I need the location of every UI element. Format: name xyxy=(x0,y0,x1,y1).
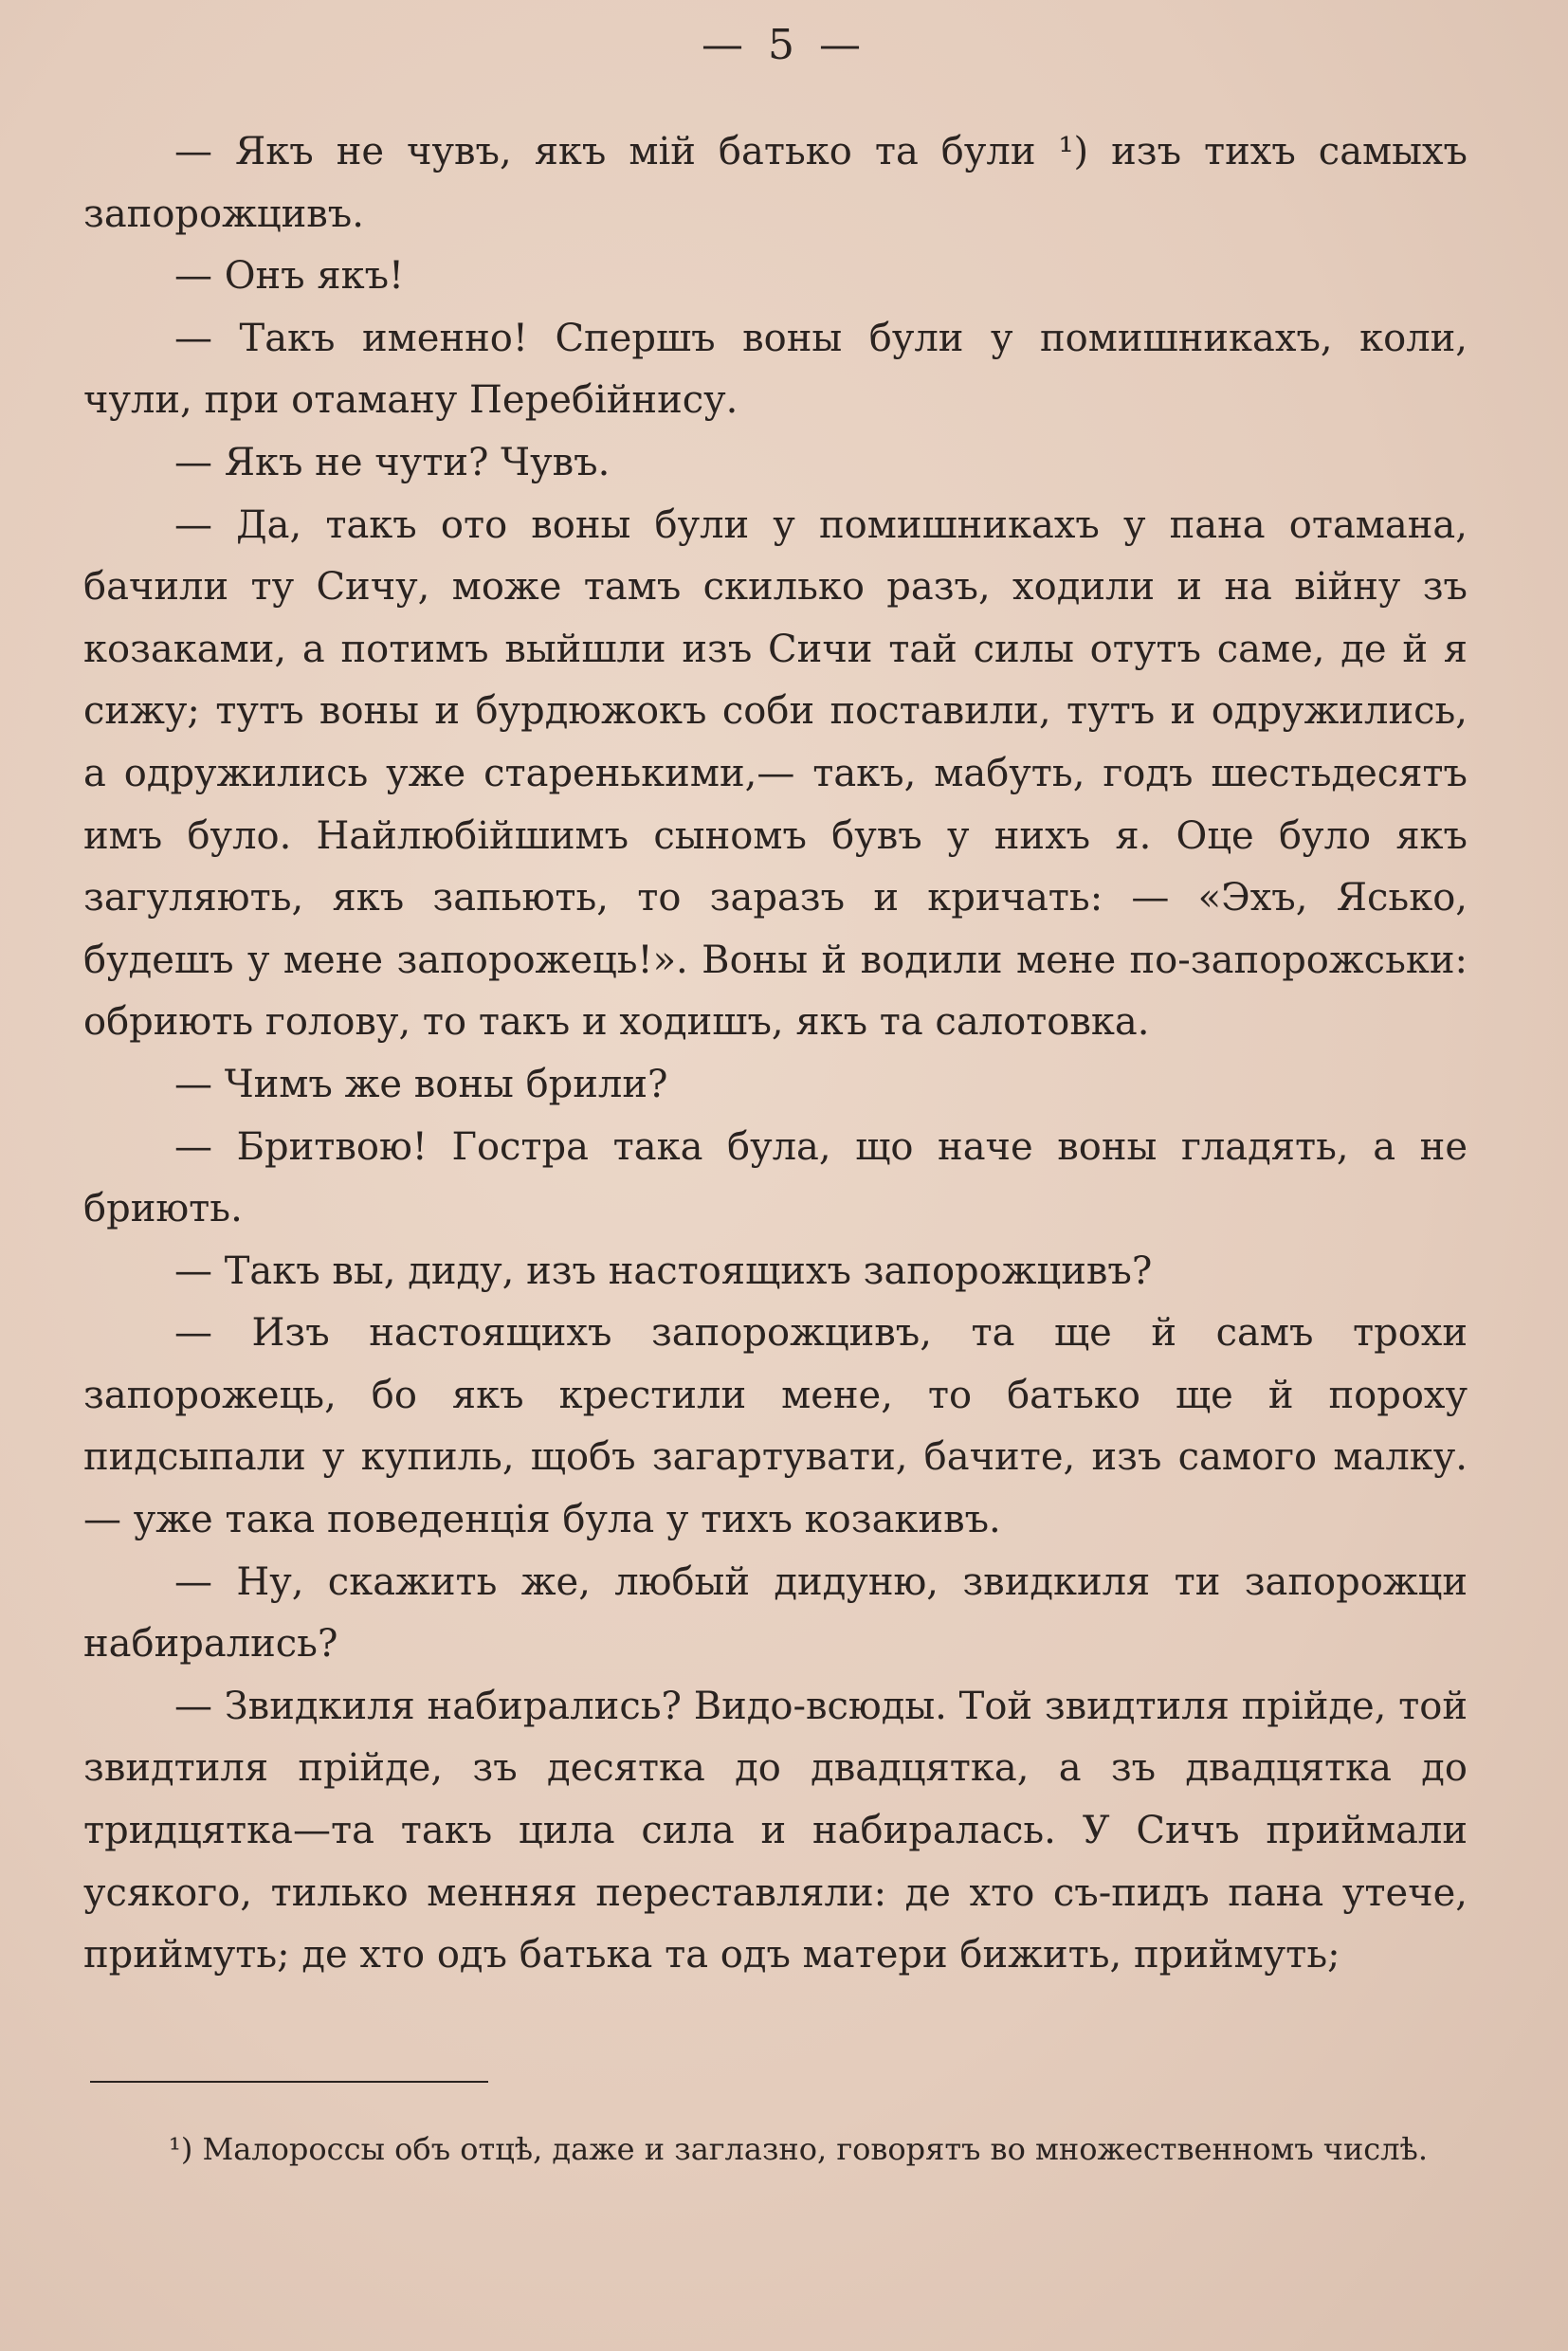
main-text xyxy=(83,121,1468,1987)
paragraph: — Чимъ же воны брили? xyxy=(174,1062,668,1106)
paragraph: — Такъ вы, диду, изъ настоящихъ запорожцивъ? xyxy=(174,1248,1153,1293)
footnote-divider xyxy=(90,2081,488,2083)
footnote: ¹) Малороссы объ отцѣ, даже и заглазно, говорятъ во множественномъ числѣ. xyxy=(169,2131,1428,2167)
page-number: — 5 — xyxy=(702,21,866,69)
paragraph: — Да, такъ ото воны були у помишникахъ у пана отамана, бачили ту Сичу, може тамъ скилько разъ, ходили и на війну зъ козаками, а потимъ выйшли изъ Сичи тай силы отутъ саме, де й я сижу; тутъ воны и бурдюжокъ соби поставили, тутъ и одружились, а одружились уже старенькими,— такъ, мабуть, годъ шестьдесятъ имъ було. Найлюбійшимъ сыномъ бувъ у нихъ я. Оце було якъ загуляють, якъ запьють, то заразъ и кричать: — «Эхъ, Ясько, будешъ у мене запорожець!». Воны й водили мене по-запорожськи: обриють голову, то такъ и ходишъ, якъ та салотовка. xyxy=(83,502,1468,1045)
paragraph: — Якъ не чувъ, якъ мій батько та були ¹) изъ тихъ самыхъ запорожцивъ. xyxy=(83,130,1468,236)
paragraph: — Изъ настоящихъ запорожцивъ, та ще й самъ трохи запорожець, бо якъ крестили мене, то батько ще й пороху пидсыпали у купиль, щобъ загартувати, бачите, изъ самого малку.— уже така поведенція була у тихъ козакивъ. xyxy=(83,1311,1468,1542)
paragraph: — Ну, скажить же, любый дидуню, звидкиля ти запорожци набирались? xyxy=(83,1559,1468,1667)
paragraph: — Онъ якъ! xyxy=(174,254,405,299)
paragraph: — Бритвою! Гостра така була, що наче воны гладять, а не бриють. xyxy=(83,1124,1468,1231)
paragraph: — Якъ не чути? Чувъ. xyxy=(174,440,611,484)
paragraph: — Такъ именно! Спершъ воны були у помишникахъ, коли, чули, при отаману Перебійнису. xyxy=(83,316,1468,423)
paragraph: — Звидкиля набирались? Видо-всюды. Той звидтиля прійде, той звидтиля прійде, зъ десятка до двадцятка, а зъ двадцятка до тридцятка—та такъ цила сила и набиралась. У Сичъ приймали усякого, тилько менняя переставляли: де хто съ-пидъ пана утече, приймуть; де хто одъ батька та одъ матери бижить, приймуть; xyxy=(83,1684,1468,1977)
